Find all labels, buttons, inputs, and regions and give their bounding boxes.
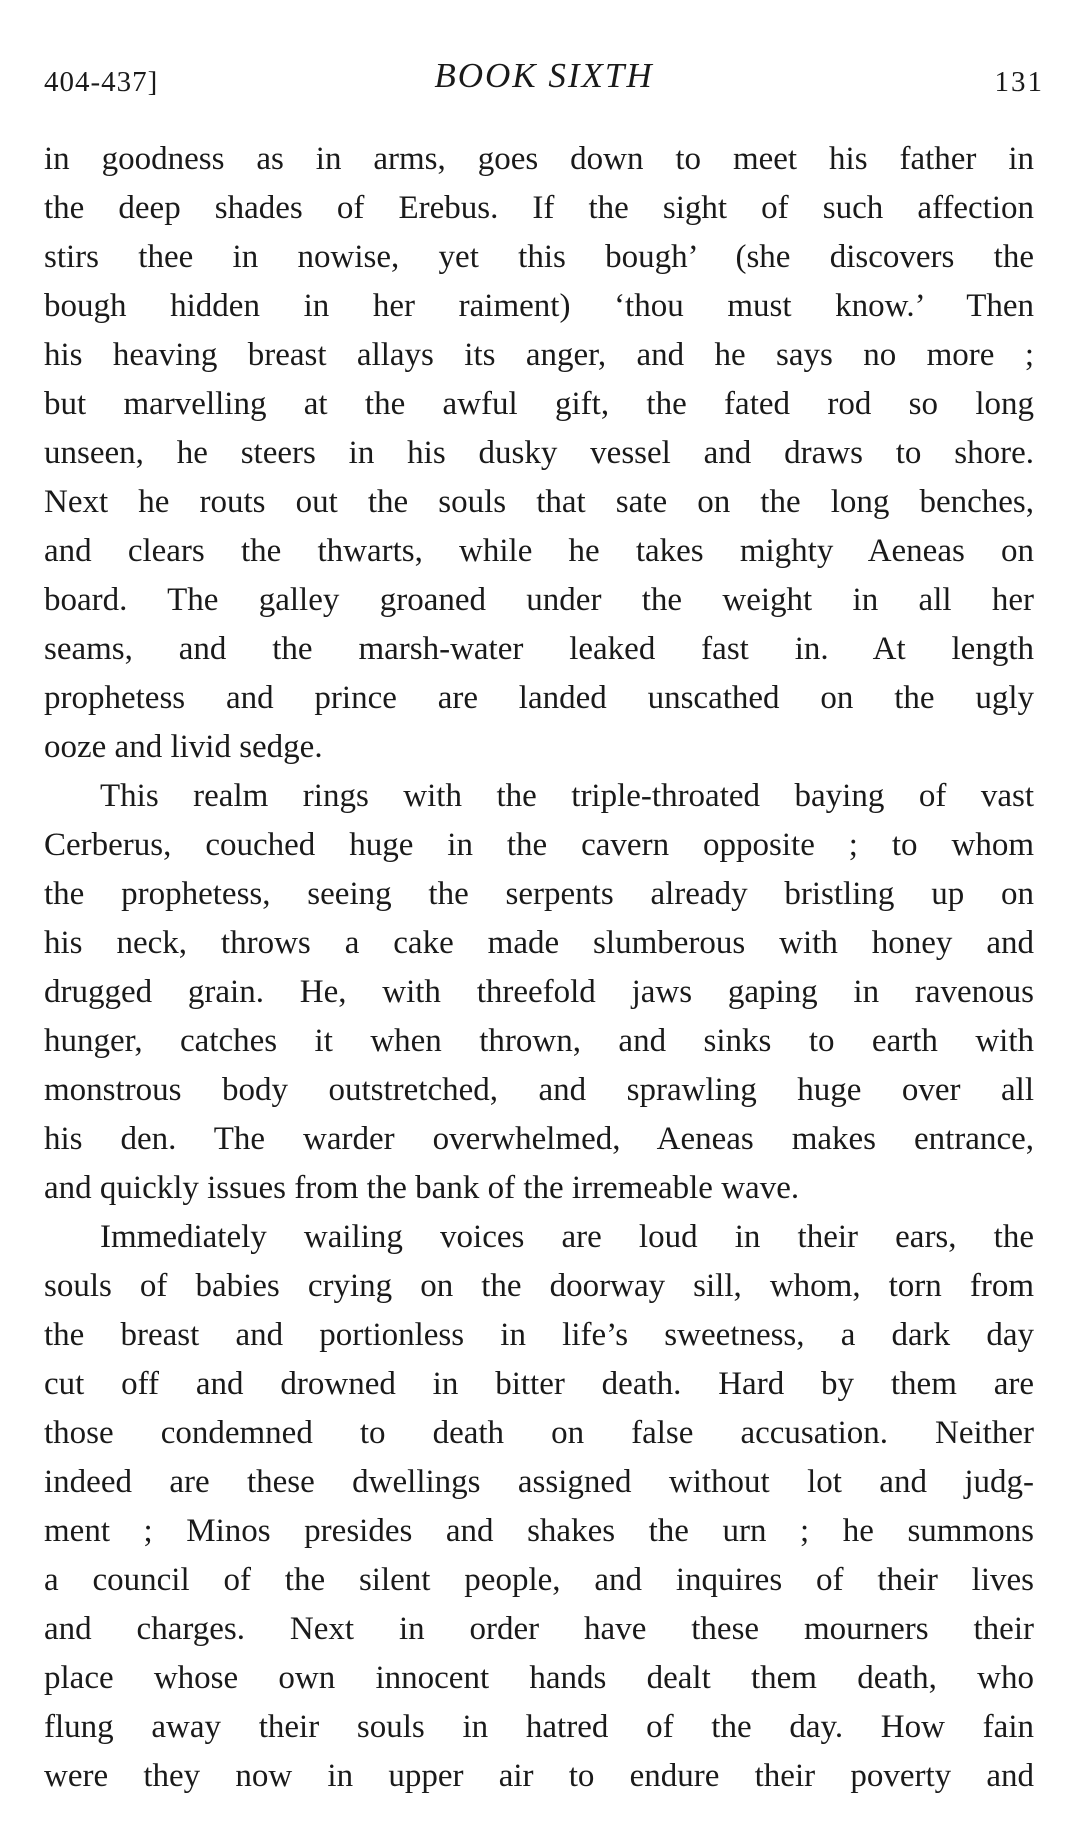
text-line: prophetess and prince are landed unscathed on the ugly <box>44 680 1034 716</box>
book-title: BOOK SIXTH <box>434 56 654 95</box>
text-line: Cerberus, couched huge in the cavern opposite ; to whom <box>44 827 1034 863</box>
text-line: This realm rings with the triple-throated baying of vast <box>100 778 1034 814</box>
paragraph <box>44 135 1034 772</box>
text-line: flung away their souls in hatred of the day. How fain <box>44 1709 1034 1745</box>
text-line: monstrous body outstretched, and sprawling huge over all <box>44 1072 1034 1108</box>
text-line: place whose own innocent hands dealt them death, who <box>44 1660 1034 1696</box>
text-line: Next he routs out the souls that sate on the long benches, <box>44 484 1034 520</box>
text-line: cut off and drowned in bitter death. Hard by them are <box>44 1366 1034 1402</box>
text-line: stirs thee in nowise, yet this bough’ (she discovers the <box>44 239 1034 275</box>
text-line: and charges. Next in order have these mourners their <box>44 1611 1034 1647</box>
line-range: 404-437] <box>44 66 159 98</box>
text-line: his heaving breast allays its anger, and he says no more ; <box>44 337 1034 373</box>
text-line: bough hidden in her raiment) ‘thou must know.’ Then <box>44 288 1034 324</box>
text-line: the breast and portionless in life’s sweetness, a dark day <box>44 1317 1034 1353</box>
text-line: were they now in upper air to endure their poverty and <box>44 1758 1034 1794</box>
text-line: hunger, catches it when thrown, and sinks to earth with <box>44 1023 1034 1059</box>
text-line: seams, and the marsh-water leaked fast in. At length <box>44 631 1034 667</box>
text-line: his neck, throws a cake made slumberous with honey and <box>44 925 1034 961</box>
text-line: those condemned to death on false accusation. Neither <box>44 1415 1034 1451</box>
text-line: his den. The warder overwhelmed, Aeneas makes entrance, <box>44 1121 1034 1157</box>
text-line: and clears the thwarts, while he takes mighty Aeneas on <box>44 533 1034 569</box>
text-line: drugged grain. He, with threefold jaws gaping in ravenous <box>44 974 1034 1010</box>
text-line: in goodness as in arms, goes down to meet his father in <box>44 141 1034 177</box>
text-line: souls of babies crying on the doorway sill, whom, torn from <box>44 1268 1034 1304</box>
text-line: Immediately wailing voices are loud in their ears, the <box>100 1219 1034 1255</box>
running-head <box>44 56 1044 100</box>
text-line: and quickly issues from the bank of the irremeable wave. <box>44 1170 800 1206</box>
paragraph <box>44 1213 1034 1801</box>
text-line: ment ; Minos presides and shakes the urn ; he summons <box>44 1513 1034 1549</box>
text-line: but marvelling at the awful gift, the fated rod so long <box>44 386 1034 422</box>
text-line: ooze and livid sedge. <box>44 729 323 765</box>
text-line: the deep shades of Erebus. If the sight of such affection <box>44 190 1034 226</box>
paragraph <box>44 772 1034 1213</box>
text-line: a council of the silent people, and inquires of their lives <box>44 1562 1034 1598</box>
page-number: 131 <box>994 66 1044 98</box>
text-line: board. The galley groaned under the weight in all her <box>44 582 1034 618</box>
text-line: indeed are these dwellings assigned without lot and judg- <box>44 1464 1034 1500</box>
body-text <box>44 135 1034 1801</box>
text-line: the prophetess, seeing the serpents already bristling up on <box>44 876 1034 912</box>
text-line: unseen, he steers in his dusky vessel and draws to shore. <box>44 435 1034 471</box>
